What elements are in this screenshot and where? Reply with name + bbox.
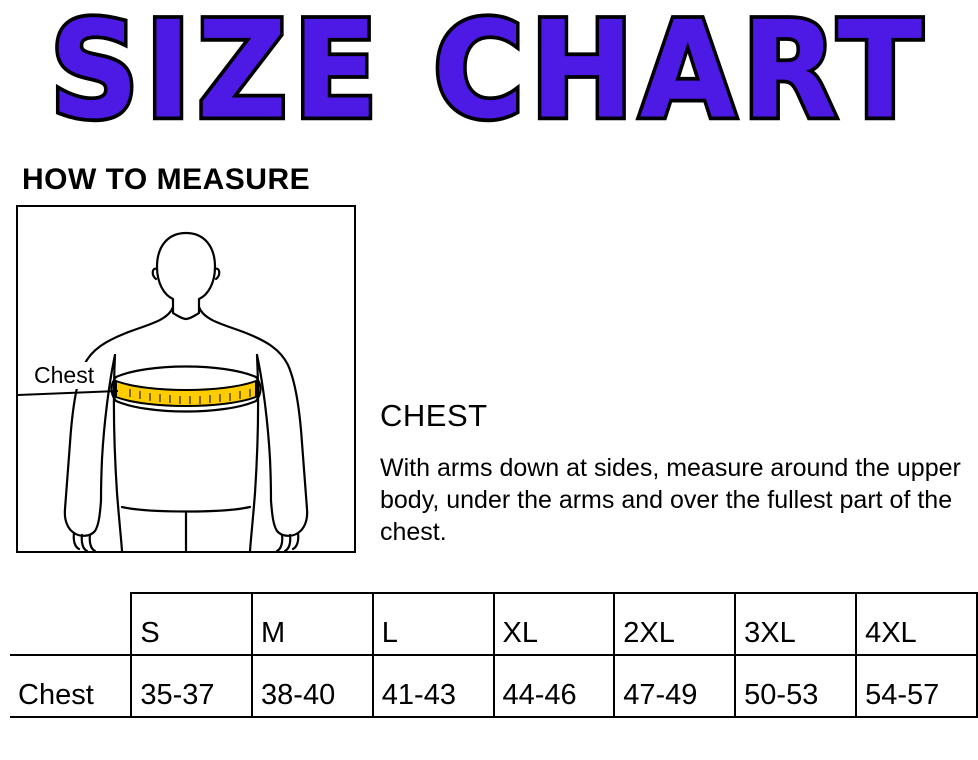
- column-header-m: M: [252, 593, 373, 655]
- column-header-4xl: 4XL: [856, 593, 977, 655]
- measurement-figure: [16, 205, 356, 553]
- chest-leader-line: [18, 391, 118, 395]
- how-to-measure-heading: HOW TO MEASURE: [22, 163, 311, 196]
- chest-callout-label: Chest: [34, 362, 95, 388]
- page-title: SIZE CHART: [49, 0, 929, 149]
- column-header-l: L: [373, 593, 494, 655]
- column-header-2xl: 2XL: [614, 593, 735, 655]
- column-header-3xl: 3XL: [735, 593, 856, 655]
- table-row: [10, 655, 977, 717]
- cell-chest-3xl: 50-53: [735, 655, 856, 717]
- cell-chest-2xl: 47-49: [614, 655, 735, 717]
- row-header-chest: Chest: [10, 655, 131, 717]
- size-chart-table: [10, 592, 978, 718]
- chest-tape-icon: [112, 367, 261, 412]
- cell-chest-s: 35-37: [131, 655, 252, 717]
- column-header-xl: XL: [494, 593, 615, 655]
- cell-chest-xl: 44-46: [494, 655, 615, 717]
- table-row-header: [10, 593, 977, 655]
- description-body: With arms down at sides, measure around the upper body, under the arms and over the fullest part of the chest.: [380, 454, 961, 546]
- table-corner-cell: [10, 593, 131, 655]
- cell-chest-l: 41-43: [373, 655, 494, 717]
- cell-chest-4xl: 54-57: [856, 655, 977, 717]
- column-header-s: S: [131, 593, 252, 655]
- cell-chest-m: 38-40: [252, 655, 373, 717]
- description-heading: CHEST: [380, 398, 488, 433]
